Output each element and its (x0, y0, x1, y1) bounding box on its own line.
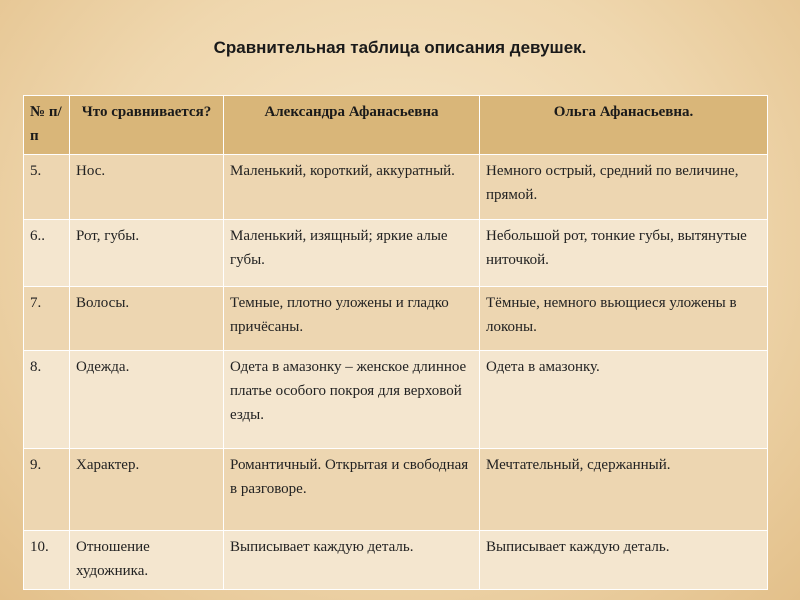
header-number: № п/п (24, 96, 70, 155)
header-olga: Ольга Афанасьевна. (480, 96, 768, 155)
cell-number: 6.. (24, 220, 70, 287)
page-title: Сравнительная таблица описания девушек. (213, 38, 587, 57)
cell-olga: Одета в амазонку. (480, 351, 768, 449)
table-row (24, 531, 768, 590)
cell-number: 7. (24, 287, 70, 351)
cell-olga: Тёмные, немного вьющиеся уложены в локоны. (480, 287, 768, 351)
cell-olga: Небольшой рот, тонкие губы, вытянутые ниточкой. (480, 220, 768, 287)
cell-alexandra: Одета в амазонку – женское длинное платье особого покроя для верховой езды. (224, 351, 480, 449)
cell-what: Волосы. (70, 287, 224, 351)
cell-what: Одежда. (70, 351, 224, 449)
cell-number: 5. (24, 155, 70, 220)
cell-olga: Выписывает каждую деталь. (480, 531, 768, 590)
cell-number: 9. (24, 449, 70, 531)
table-row (24, 220, 768, 287)
table-row (24, 351, 768, 449)
cell-alexandra: Маленький, изящный; яркие алые губы. (224, 220, 480, 287)
header-what: Что сравнивается? (70, 96, 224, 155)
cell-what: Характер. (70, 449, 224, 531)
cell-olga: Немного острый, средний по величине, прямой. (480, 155, 768, 220)
table-row (24, 287, 768, 351)
cell-olga: Мечтательный, сдержанный. (480, 449, 768, 531)
cell-what: Отношение художника. (70, 531, 224, 590)
cell-what: Нос. (70, 155, 224, 220)
cell-alexandra: Маленький, короткий, аккуратный. (224, 155, 480, 220)
table-row (24, 155, 768, 220)
table-header-row (24, 96, 768, 155)
cell-number: 8. (24, 351, 70, 449)
cell-number: 10. (24, 531, 70, 590)
cell-alexandra: Темные, плотно уложены и гладко причёсаны. (224, 287, 480, 351)
cell-alexandra: Романтичный. Открытая и свободная в разговоре. (224, 449, 480, 531)
cell-what: Рот, губы. (70, 220, 224, 287)
comparison-table (23, 95, 768, 590)
header-alexandra: Александра Афанасьевна (224, 96, 480, 155)
cell-alexandra: Выписывает каждую деталь. (224, 531, 480, 590)
table-row (24, 449, 768, 531)
